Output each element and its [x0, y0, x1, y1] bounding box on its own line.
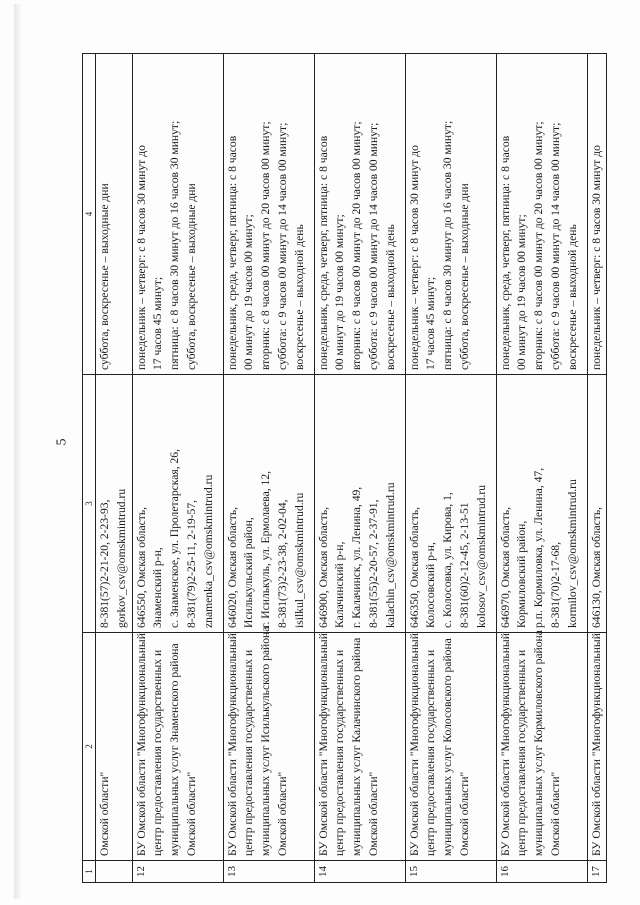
cell-text-line: БУ Омской области "Многофункциональный	[589, 633, 603, 856]
cell-text-line: 8-381(57)2-21-20, 2-23-93,	[98, 499, 111, 628]
cell-text-line: пятница: с 8 часов 30 минут до 16 часов 30 минут;	[168, 120, 182, 370]
row-number-cell: 15	[405, 861, 496, 883]
cell-text-line: Колосовский р-н,	[424, 542, 438, 628]
cell-text-line: вторник: с 8 часов 00 минут до 20 часов 00 минут;	[259, 121, 273, 370]
cell-text-line: воскресенье – выходной день	[565, 224, 579, 370]
working-hours-cell	[587, 54, 607, 375]
cell-text-line: Омской области"	[548, 771, 562, 856]
cell-text-line: 00 минут до 19 часов 00 минут;	[242, 214, 256, 370]
cell-text-line: центр предоставления государственных и	[151, 649, 165, 856]
cell-text-line: муниципальных услуг Калачинского района	[350, 637, 364, 856]
cell-text-line: Омской области"	[98, 771, 111, 856]
cell-text-line: суббота: с 9 часов 00 минут до 14 часов 00 минут;	[548, 122, 562, 370]
cell-text-line: 646550, Омская область,	[134, 506, 148, 628]
row-number-cell: 17	[587, 861, 607, 883]
cell-text-line: 17 часов 45 минут;	[424, 276, 438, 370]
institution-name-cell	[132, 633, 223, 861]
cell-text-line: 8-381(55)2-20-57, 2-37-91,	[366, 499, 380, 628]
institution-name-cell	[405, 633, 496, 861]
cell-text-line: БУ Омской области "Многофункциональный	[316, 633, 330, 856]
cell-text-line: воскресенье – выходной день	[383, 224, 397, 370]
address-contacts-cell	[314, 375, 405, 633]
cell-text-line: Кормиловский район,	[515, 520, 529, 628]
working-hours-cell	[314, 54, 405, 375]
cell-text-line: понедельник, среда, четверг, пятница: с 8 часов	[225, 135, 239, 370]
cell-text-line: 646970, Омская область,	[498, 506, 512, 628]
column-number-cell: 4	[83, 54, 96, 375]
cell-text-line: 646350, Омская область,	[407, 506, 421, 628]
column-number-cell: 3	[83, 375, 96, 633]
table-row	[587, 54, 607, 883]
cell-text-line: 8-381(60)2-12-45, 2-13-51	[457, 502, 471, 628]
working-hours-cell	[405, 54, 496, 375]
address-contacts-cell	[96, 375, 133, 633]
mfc-offices-table	[82, 53, 607, 883]
cell-text-line: понедельник, среда, четверг, пятница: с 8 часов	[316, 135, 330, 370]
cell-text-line: Омской области"	[366, 771, 380, 856]
scan-edge-shadow	[14, 4, 22, 899]
cell-text-line: 646130, Омская область,	[589, 506, 603, 628]
document-table-area	[82, 54, 603, 883]
row-number-cell: 13	[223, 861, 314, 883]
cell-text-line: Исилькульский район,	[242, 517, 256, 628]
working-hours-cell	[96, 54, 133, 375]
address-contacts-cell	[132, 375, 223, 633]
cell-text-line: муниципальных услуг Кормиловского района	[532, 630, 546, 856]
cell-text-line: понедельник – четверг: с 8 часов 30 минут до	[134, 145, 148, 370]
table-row	[132, 54, 223, 883]
cell-text-line: kolosov_csv@omskmintrud.ru	[474, 484, 488, 628]
cell-text-line: муниципальных услуг Исилькульского района	[259, 626, 273, 856]
cell-text-line: г. Исилькуль, ул. Ермолаева, 12,	[259, 470, 273, 628]
table-row	[496, 54, 587, 883]
institution-name-cell	[314, 633, 405, 861]
row-number-cell: 16	[496, 861, 587, 883]
column-number-row	[83, 54, 96, 883]
table-row	[405, 54, 496, 883]
cell-text-line: 17 часов 45 минут;	[151, 276, 165, 370]
cell-text-line: kormilov_csv@omskmintrud.ru	[565, 479, 579, 628]
cell-text-line: БУ Омской области "Многофункциональный	[134, 633, 148, 856]
cell-text-line: 00 минут до 19 часов 00 минут;	[515, 214, 529, 370]
column-number-cell: 1	[83, 861, 96, 883]
cell-text-line: вторник: с 8 часов 00 минут до 20 часов 00 минут;	[350, 121, 364, 370]
cell-text-line: центр предоставления государственных и	[242, 649, 256, 856]
institution-name-cell	[223, 626, 314, 861]
cell-text-line: gorkov_csv@omskmintrud.ru	[114, 488, 128, 628]
table-row	[314, 54, 405, 883]
column-number-cell: 2	[83, 633, 96, 861]
cell-text-line: понедельник – четверг: с 8 часов 30 минут до	[407, 145, 421, 370]
cell-text-line: Омской области"	[275, 771, 289, 856]
cell-text-line: с. Колосовка, ул. Кирова, 1,	[441, 492, 455, 628]
cell-text-line: Калачинский р-н,	[333, 541, 347, 628]
cell-text-line: 8-381(79)2-25-11, 2-19-57,	[184, 499, 198, 628]
rotated-table-container	[82, 54, 603, 883]
cell-text-line: 646020, Омская область,	[225, 506, 239, 628]
cell-text-line: суббота: с 9 часов 00 минут до 14 часов 00 минут;	[366, 122, 380, 370]
cell-text-line: суббота, воскресенье – выходные дни	[98, 183, 111, 370]
cell-text-line: Омской области"	[457, 771, 471, 856]
address-contacts-cell	[496, 375, 587, 633]
address-contacts-cell	[223, 375, 314, 633]
cell-text-line: понедельник, среда, четверг, пятница: с 8 часов	[498, 135, 512, 370]
cell-text-line: 646900, Омская область,	[316, 506, 330, 628]
address-contacts-cell	[405, 375, 496, 633]
institution-name-cell	[587, 633, 607, 861]
cell-text-line: БУ Омской области "Многофункциональный	[407, 633, 421, 856]
cell-text-line: вторник: с 8 часов 00 минут до 20 часов 00 минут;	[532, 121, 546, 370]
cell-text-line: воскресенье – выходной день	[292, 224, 306, 370]
cell-text-line: isilkul_csv@omskmintrud.ru	[292, 492, 306, 628]
cell-text-line: муниципальных услуг Знаменского района	[168, 643, 182, 856]
cell-text-line: 00 минут до 19 часов 00 минут;	[333, 214, 347, 370]
institution-name-cell	[96, 633, 133, 861]
cell-text-line: центр предоставления государственных и	[333, 649, 347, 856]
cell-text-line: понедельник – четверг: с 8 часов 30 минут до	[589, 145, 603, 370]
cell-text-line: пятница: с 8 часов 30 минут до 16 часов 30 минут;	[441, 120, 455, 370]
cell-text-line: БУ Омской области "Многофункциональный	[498, 633, 512, 856]
row-number-cell: 12	[132, 861, 223, 883]
cell-text-line: kalachin_csv@omskmintrud.ru	[383, 482, 397, 628]
cell-text-line: суббота, воскресенье – выходные дни	[184, 183, 198, 370]
cell-text-line: 8-381(73)2-23-38, 2-02-04,	[275, 499, 289, 628]
table-row	[96, 54, 133, 883]
cell-text-line: 8-381(70)2-17-68,	[548, 542, 562, 628]
cell-text-line: БУ Омской области "Многофункциональный	[225, 633, 239, 856]
cell-text-line: Омской области"	[184, 771, 198, 856]
cell-text-line: Знаменский р-н,	[151, 547, 165, 628]
cell-text-line: р.п. Кормиловка, ул. Ленина, 47,	[532, 467, 546, 628]
working-hours-cell	[223, 54, 314, 375]
address-contacts-cell	[587, 375, 607, 633]
working-hours-cell	[132, 54, 223, 375]
working-hours-cell	[496, 54, 587, 375]
cell-text-line: суббота, воскресенье – выходные дни	[457, 183, 471, 370]
page-number: 5	[54, 438, 70, 446]
table-row	[223, 54, 314, 883]
institution-name-cell	[496, 630, 587, 861]
cell-text-line: znamenka_csv@omskmintrud.ru	[201, 474, 215, 628]
cell-text-line: г. Калачинск, ул. Ленина, 49,	[350, 486, 364, 628]
cell-text-line: суббота: с 9 часов 00 минут до 14 часов 00 минут;	[275, 122, 289, 370]
row-number-cell	[96, 861, 133, 883]
cell-text-line: центр предоставления государственных и	[424, 649, 438, 856]
cell-text-line: муниципальных услуг Колосовского района	[441, 638, 455, 856]
cell-text-line: центр предоставления государственных и	[515, 649, 529, 856]
cell-text-line: с. Знаменское, ул. Пролетарская, 26,	[168, 449, 182, 628]
row-number-cell: 14	[314, 861, 405, 883]
